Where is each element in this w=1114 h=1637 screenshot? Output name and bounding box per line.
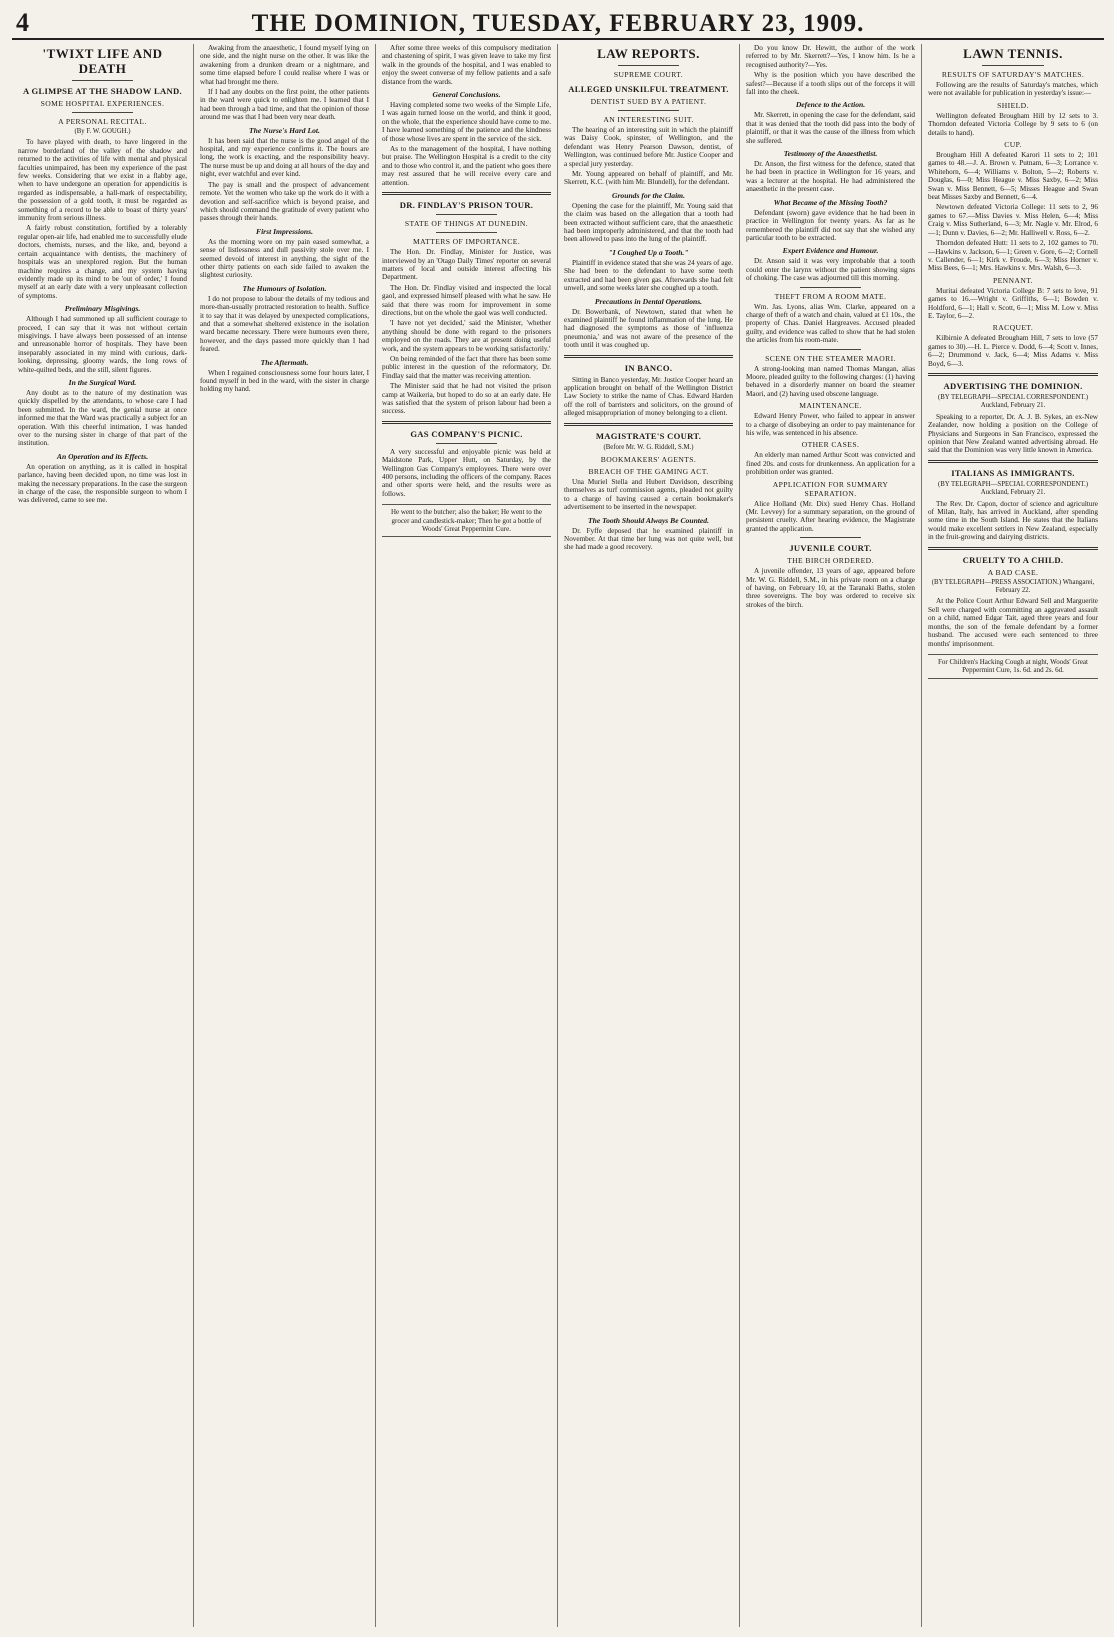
section-heading: SHIELD.	[997, 100, 1029, 110]
article-subheading: RESULTS OF SATURDAY'S MATCHES.	[941, 70, 1085, 79]
article-headline: SCENE ON THE STEAMER MAORI.	[765, 353, 896, 363]
paragraph: A fairly robust constitution, fortified by a tolerably regular open-air life, had enabled me to successfully elude doctors, chemists, nurses, and the like, and, beyond a certain acquaintance with dentists, the machinery of hospitals was an unexplored region. But the human machine requires a change, and my system having evidently made up its mind to be 'out of order,' I found myself at an early date with a very unpleasant collection of symptoms.	[18, 224, 187, 300]
paragraph: The Rev. Dr. Capon, doctor of science and agriculture of Milan, Italy, has arrived in Auckland, after spending some time in the South Island. He states that the Italians would make excellent settlers in New Zealand, especially in the fruit-growing and dairying districts.	[928, 499, 1098, 542]
article-headline: THEFT FROM A ROOM MATE.	[774, 291, 887, 301]
section-heading: First Impressions.	[256, 226, 313, 236]
paragraph: It has been said that the nurse is the good angel of the hospital, and my experience confirms it. The hours are long, the work is exacting, and the responsibility heavy. The nurse must be up and doing at all hours of the day and night, ever watchful and ever kind.	[200, 136, 369, 179]
paragraph: Wm. Jas. Lyons, alias Wm. Clarke, appeared on a charge of theft of a watch and chain, valued at £1 10s., the property of Chas. Daniel Hargreaves. Accused pleaded guilty, and evidence was called to show that he had stolen the articles from his room-mate.	[746, 302, 915, 345]
article-headline: ITALIANS AS IMMIGRANTS.	[951, 467, 1075, 478]
paragraph: An operation on anything, as it is called in hospital parlance, having been decided upon, no time was lost in making the necessary preparations. In the case the surgeon in charge of the case, the responsible surgeon to whom I was delivered, came to see me.	[18, 462, 187, 505]
article-subheading: DENTIST SUED BY A PATIENT.	[590, 97, 707, 106]
paragraph: Mr. Young appeared on behalf of plaintiff, and Mr. Skerrett, K.C. (with him Mr. Blundell), for the defendant.	[564, 170, 733, 187]
paragraph: An elderly man named Arthur Scott was convicted and fined 20s. and costs for drunkenness. An application for a prohibition order was granted.	[746, 451, 915, 477]
paragraph: I do not propose to labour the details of my tedious and more-than-usually protracted restoration to health. Suffice it to say that it was delayed by unexpected complications, and that a somewhat sheltered existence in the isolation ward became necessary. There were humours even there, however, and the days passed more quickly than I had feared.	[200, 294, 369, 354]
paragraph: Following are the results of Saturday's matches, which were not available for publication in yesterday's issue:—	[928, 81, 1098, 98]
paragraph: Dr. Fyffe deposed that he examined plaintiff in November. At that time her lung was not quite well, but she had made a good recovery.	[564, 526, 733, 552]
article-subheading: A PERSONAL RECITAL.	[58, 117, 147, 126]
paragraph: Plaintiff in evidence stated that she was 24 years of age. She had been to the defendant to have some teeth extracted and had been given gas. Afterwards she had felt unwell, and some weeks later she coughed up a tooth.	[564, 258, 733, 293]
article-subheading: BOOKMAKERS' AGENTS.	[600, 454, 697, 464]
paragraph: At the Police Court Arthur Edward Sell and Marguerite Sell were charged with committing an aggravated assault on a child, named Edgar Tait, aged three years and four months, the son of the female defendant by a former husband. The accused were each sentenced to three months' imprisonment.	[928, 597, 1098, 648]
article-headline: MAGISTRATE'S COURT.	[595, 430, 702, 441]
section-heading: The Aftermath.	[260, 357, 309, 367]
paragraph: Una Muriel Stella and Hubert Davidson, describing themselves as turf commission agents, pleaded not guilty to a charge of having caused a certain bookmaker's advertisement to be inserted in the newspaper.	[564, 477, 733, 512]
paragraph: Awaking from the anaesthetic, I found myself lying on one side, and the night nurse on the other. It was like the awakening from a drunken dream or a nightmare, and some time elapsed before I could realise where I was or what had brought me there.	[200, 44, 369, 86]
article-headline: CRUELTY TO A CHILD.	[962, 554, 1064, 565]
article-subheading: SUPREME COURT.	[613, 70, 684, 79]
paragraph: When I regained consciousness some four hours later, I found myself in bed in the ward, with the sister in charge holding my hand.	[200, 368, 369, 394]
paragraph: Edward Henry Power, who failed to appear in answer to a charge of disobeying an order to pay maintenance for his wife, was sentenced in his absence.	[746, 412, 915, 437]
section-heading: Expert Evidence and Humour.	[782, 246, 879, 256]
advertisement: For Children's Hacking Cough at night, Woods' Great Peppermint Cure, 1s. 6d. and 2s. 6d.	[928, 654, 1098, 679]
paragraph: Dr. Anson said it was very improbable that a tooth could enter the larynx without the patient showing signs of choking. The case was adjourned till this morning.	[746, 257, 915, 283]
paragraph: Having completed some two weeks of the Simple Life, I was again turned loose on the world, and think it good, on the whole, that the experience should have come to me. I have learned something of the patience and the kindness of those whose lives are spent in the service of the sick.	[382, 101, 551, 143]
paragraph: As the morning wore on my pain eased somewhat, a sense of listlessness and dull passivity stole over me. I seemed devoid of interest in anything, the sight of the other thirty patients on each side failed to awaken the slightest curiosity.	[200, 237, 369, 280]
section-heading: Preliminary Misgivings.	[64, 304, 141, 314]
section-heading: General Conclusions.	[432, 90, 501, 100]
article-subheading: AN INTERESTING SUIT.	[603, 115, 694, 124]
paragraph: Speaking to a reporter, Dr. A. J. B. Sykes, an ex-New Zealander, now holding a position on the College of Physicians and Surgeons in San Francisco, expressed the opinion that New Zealand wanted advertising abroad. He said that the Dominion was very little known in America.	[928, 412, 1098, 455]
section-heading: The Humours of Isolation.	[242, 283, 327, 293]
paragraph: Any doubt as to the nature of my destination was quickly dispelled by the attendants, to whose care I had been submitted. In the ward, the genial nurse at once informed me that the Ward was practically a subject for an operation. With this cheerful intimation, I was handed over to the nursing sister in charge of that part of the institution.	[18, 388, 187, 448]
paragraph: Kilbirnie A defeated Brougham Hill, 7 sets to love (57 games to 30).—H. L. Pierce v. Dodd, 6—4; Scott v. Innes, 6—2; Drummond v. Jack, 6—4; Miss Adams v. Miss Boyd, 6—3.	[928, 334, 1098, 368]
section-heading: "I Coughed Up a Tooth."	[608, 247, 689, 257]
article-headline: LAW REPORTS.	[597, 46, 700, 61]
column-3	[376, 44, 558, 1627]
columns	[12, 44, 1104, 1627]
paragraph: To have played with death, to have lingered in the narrow borderland of the valley of the shadow and returned to the activities of life with mental and physical faculties unimpaired, has been my experience of the past few weeks. Considering that we exist in a flabby age, when to have undergone an operation for appendicitis is regarded as indispensable, a hall-mark of respectability, the possession of a gold tooth, it must be regarded as something of a record to be able to boast of thirty years' immunity from serious illness.	[18, 138, 187, 223]
article-subheading: A BAD CASE.	[987, 567, 1039, 577]
article-headline: APPLICATION FOR SUMMARY SEPARATION.	[772, 479, 889, 498]
section-heading: Defence to the Action.	[795, 100, 866, 110]
byline: (BY TELEGRAPH—SPECIAL CORRESPONDENT.) Auckland, February 21.	[937, 393, 1089, 410]
paragraph: The hearing of an interesting suit in which the plaintiff was Daisy Cook, spinster, of Wellington, and the defendant was Henry Pearson Dawson, dentist, of Wellington, was continued before Mr. Justice Cooper and a special jury yesterday.	[564, 126, 733, 168]
paragraph: Mr. Skerrett, in opening the case for the defendant, said that it was denied that the tooth did pass into the body of plaintiff, or that it was the cause of the illness from which she suffered.	[746, 111, 915, 145]
byline: (BY TELEGRAPH—PRESS ASSOCIATION.) Whangarei, February 22.	[931, 578, 1095, 595]
advertisement: He went to the butcher; also the baker; He went to the grocer and candlestick-maker; Then he got a bottle of Woods' Great Peppermint Cure.	[382, 504, 551, 537]
paragraph: 'I have not yet decided,' said the Minister, 'whether anything should be done with regard to the prisoners employed on the roads. They are at present doing useful work, and the system appears to be working satisfactorily.'	[382, 319, 551, 353]
column-4	[558, 44, 740, 1627]
section-heading: The Nurse's Hard Lot.	[249, 125, 320, 135]
paragraph: If I had any doubts on the first point, the other patients in the ward were quick to enlighten me. I learned that I had been through a bad time, and that the opinion of those around me was that I had been very near death.	[200, 88, 369, 122]
section-heading: PENNANT.	[993, 275, 1033, 285]
masthead	[12, 6, 1104, 40]
paragraph: As to the management of the hospital, I have nothing but praise. The Wellington Hospital is a credit to the city and to those who control it, and the patient who goes there may rest assured that he will receive every care and attention.	[382, 145, 551, 187]
paragraph: Dr. Bowerbank, of Newtown, stated that when he examined plaintiff he found inflammation of the lung. He had diagnosed the symptoms as those of 'influenza pneumonia,' and was not aware of the presence of the tooth until it was coughed up.	[564, 307, 733, 350]
paragraph: A juvenile offender, 13 years of age, appeared before Mr. W. G. Riddell, S.M., in his private room on a charge of having, on February 10, at the Taranaki Baths, stolen three sovereigns. The boy was ordered to receive six strokes of the birch.	[746, 567, 915, 609]
paragraph: Thorndon defeated Hutt: 11 sets to 2, 102 games to 70.—Hawkins v. Jackson, 6—1; Green v. Gore, 6—2; Cornell v. Callender, 6—1; Kirk v. Froude, 6—3; Miss Horner v. Miss Bees, 6—1; Mrs. Hawkins v. Mrs. Walsh, 6—3.	[928, 239, 1098, 273]
paragraph: Sitting in Banco yesterday, Mr. Justice Cooper heard an application brought on behalf of the Wellington District Law Society to strike the name of Chas. Edward Harden off the roll of barristers and solicitors, on the ground of alleged misappropriation of money belonging to a client.	[564, 375, 733, 418]
paragraph: A very successful and enjoyable picnic was held at Maidstone Park, Upper Hutt, on Saturday, by the Wellington Gas Company's employees. There were over 400 persons, including the officers of the company. Races and other sports were held, and the results were as follows.	[382, 447, 551, 498]
section-heading: In the Surgical Ward.	[68, 377, 137, 387]
section-heading: RACQUET.	[992, 323, 1034, 333]
article-subheading: SOME HOSPITAL EXPERIENCES.	[40, 99, 165, 108]
article-headline: JUVENILE COURT.	[789, 543, 872, 554]
article-headline: OTHER CASES.	[801, 440, 860, 450]
section-heading: The Tooth Should Always Be Counted.	[588, 515, 709, 525]
paragraph: Newtown defeated Victoria College: 11 sets to 2, 96 games to 67.—Miss Davies v. Miss Helen, 6—4; Miss Craig v. Miss Sutherland, 6—3; Mr. Nagle v. Mr. Elrod, 6—1; Dunn v. Davies, 6—2; Mr. Halliwell v. Ross, 6—2.	[928, 203, 1098, 237]
page-number: 4	[16, 8, 29, 37]
article-subheading: BREACH OF THE GAMING ACT.	[588, 466, 709, 476]
byline: (BY TELEGRAPH—SPECIAL CORRESPONDENT.) Auckland, February 21.	[937, 480, 1089, 497]
column-5	[740, 44, 922, 1627]
article-headline: DR. FINDLAY'S PRISON TOUR.	[399, 200, 534, 211]
section-heading: Grounds for the Claim.	[611, 190, 685, 200]
paragraph: The Hon. Dr. Findlay visited and inspected the local gaol, and expressed himself pleased with what he saw. He said that there was room for improvement in some directions, but on the whole the gaol was well conducted.	[382, 283, 551, 317]
paragraph: On being reminded of the fact that there has been some public interest in the question of the reformatory, Dr. Findlay said that the matter was receiving attention.	[382, 354, 551, 380]
newspaper-title: THE DOMINION, TUESDAY, FEBRUARY 23, 1909.	[251, 10, 865, 37]
column-6	[922, 44, 1104, 1627]
paragraph: A strong-looking man named Thomas Mangan, alias Moore, pleaded guilty to the following charges: (1) having behaved in a disorderly manner on board the steamer Maori, and (2) having used obscene language.	[746, 364, 915, 398]
paragraph: After some three weeks of this compulsory meditation and chastening of spirit, I was given leave to take my first walk in the grounds of the hospital, and I was enabled to enjoy the sweet converse of my fellow patients and a safe distance from the wards.	[382, 44, 551, 86]
paragraph: Opening the case for the plaintiff, Mr. Young said that the claim was based on the allegation that a tooth had been extracted without sufficient care, that the anaesthetic had been improperly administered, and that the tooth had been allowed to pass into the lung of the plaintiff.	[564, 201, 733, 244]
paragraph: Defendant (sworn) gave evidence that he had been in practice in Wellington for twenty years. As far as he remembered the plaintiff did not say that she wished any particular tooth to be extracted.	[746, 208, 915, 242]
paragraph: Dr. Anson, the first witness for the defence, stated that he had been in practice in Wellington for 16 years, and was a lecturer at the hospital. He had administered the anaesthetic in the present case.	[746, 160, 915, 194]
section-heading: Testimony of the Anaesthetist.	[783, 149, 878, 159]
paragraph: Do you know Dr. Hewitt, the author of the work referred to by Mr. Skerrett?—Yes, I know him. Is he a recognised authority?—Yes.	[746, 44, 915, 69]
paragraph: The Minister said that he had not visited the prison camp at Waikeria, but hoped to do so at an early date. He was satisfied that the system of prison labour had been a success.	[382, 382, 551, 416]
paragraph: Why is the position which you have described the safest?—Because if a tooth slips out of the forceps it will fall into the cheek.	[746, 71, 915, 97]
paragraph: Brougham Hill A defeated Karori 11 sets to 2; 101 games to 48.—J. A. Brown v. Putnam, 6—3; Lorrance v. Whitehorn, 6—4; Williams v. Bolton, 5—2; Roberts v. Douglas, 6—0; Miss Heague v. Miss Saxby, 6—2; Miss Swan v. Miss Bennett, 6—5; Misses Heague and Swan beat Misses Saxby and Bennett, 6—4.	[928, 151, 1098, 202]
section-heading: Precautions in Dental Operations.	[594, 296, 703, 306]
paragraph: Muritai defeated Victoria College B: 7 sets to love, 91 games to 16.—Wright v. Griffiths, 6—1; Bowden v. Holdford, 6—1; Hall v. Scott, 6—1; Miss M. Low v. Miss E. Taylor, 6—2.	[928, 286, 1098, 320]
article-headline: ADVERTISING THE DOMINION.	[943, 380, 1083, 391]
article-subheading: MATTERS OF IMPORTANCE.	[412, 237, 521, 247]
paragraph: Wellington defeated Brougham Hill by 12 sets to 3. Thorndon defeated Victoria College by 9 sets to 6 (on details to hand).	[928, 111, 1098, 137]
article-headline: 'TWIXT LIFE AND DEATH	[42, 46, 163, 76]
paragraph: Alice Holland (Mr. Dix) sued Henry Chas. Holland (Mr. Levvey) for a summary separation, on the ground of persistent cruelty. After hearing evidence, the Magistrate granted the application.	[746, 499, 915, 533]
article-subheading: A GLIMPSE AT THE SHADOW LAND.	[23, 86, 182, 96]
article-subheading: STATE OF THINGS AT DUNEDIN.	[404, 219, 529, 229]
article-subheading: THE BIRCH ORDERED.	[787, 556, 874, 566]
paragraph: The pay is small and the prospect of advancement remote. Yet the women who take up the work do it with a devotion and self-sacrifice which is beyond praise, and which should command the gratitude of every patient who passes through their hands.	[200, 180, 369, 223]
article-headline: GAS COMPANY'S PICNIC.	[410, 428, 523, 439]
section-heading: What Became of the Missing Tooth?	[773, 197, 888, 207]
article-headline: MAINTENANCE.	[799, 401, 862, 411]
column-2	[194, 44, 376, 1627]
paragraph: Although I had summoned up all sufficient courage to proceed, I can say that it was not without certain misgivings. I have always been possessed of an intense and unreasonable horror of hospitals. They have been inseparably associated in my mind with curious, dark-looking, depressing, gloomy wards, the long rows of white-quilted beds, and the still, silent figures.	[18, 315, 187, 374]
article-headline: LAWN TENNIS.	[963, 46, 1063, 61]
section-heading: CUP.	[1004, 140, 1022, 150]
article-headline: IN BANCO.	[624, 362, 673, 373]
byline: (Before Mr. W. G. Riddell, S.M.)	[603, 443, 694, 451]
column-1	[12, 44, 194, 1627]
section-heading: An Operation and its Effects.	[56, 451, 149, 461]
paragraph: The Hon. Dr. Findlay, Minister for Justice, was interviewed by an 'Otago Daily Times' reporter on several matters of local and outside interest affecting his Department.	[382, 248, 551, 282]
article-subheading: ALLEGED UNSKILFUL TREATMENT.	[568, 84, 729, 94]
byline: (By F. W. GOUGH.)	[74, 128, 131, 135]
